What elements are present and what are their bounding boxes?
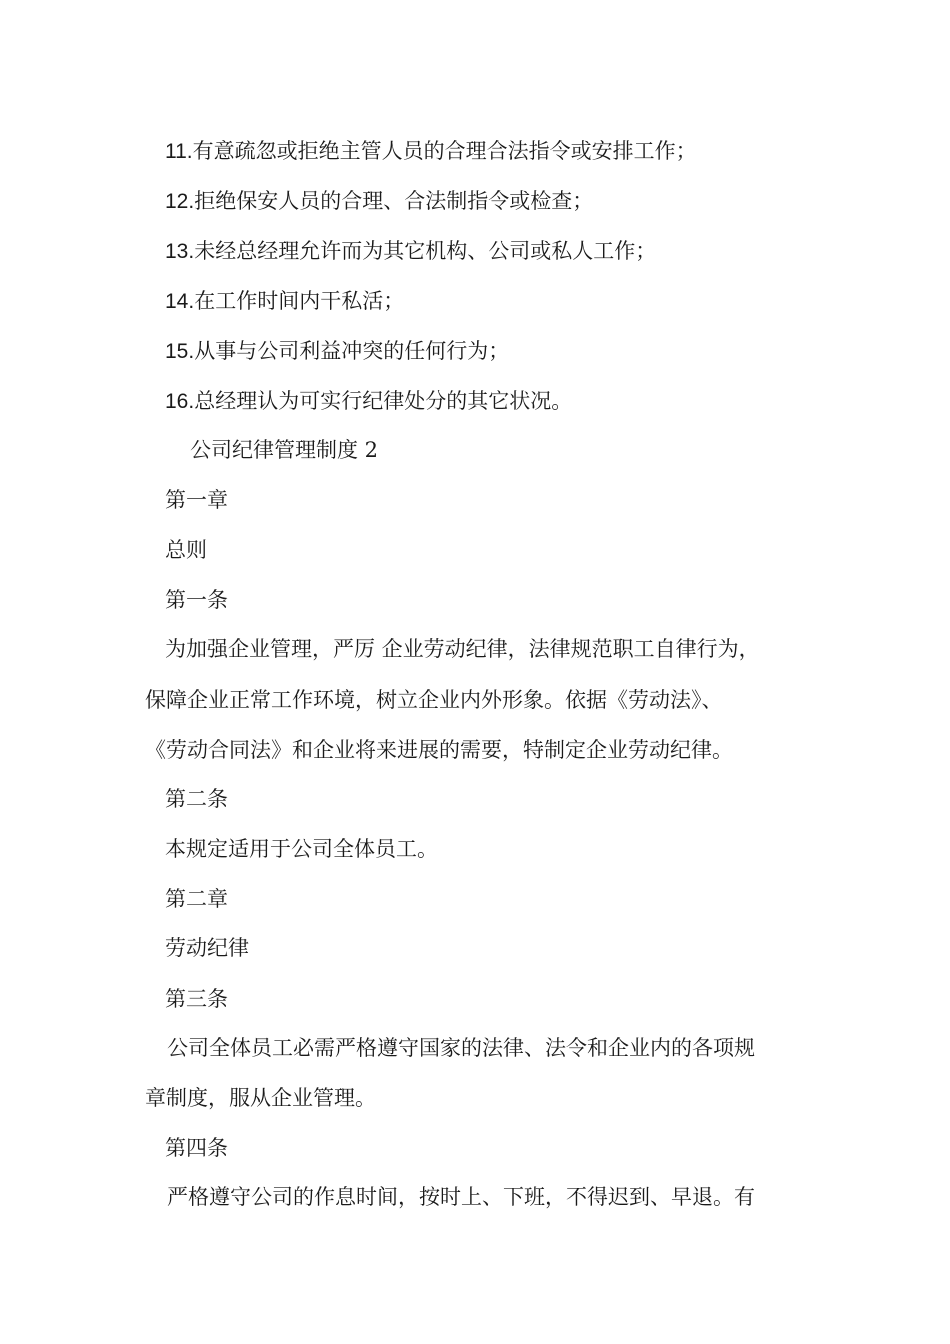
chapter-2-title: 劳动纪律 — [165, 936, 249, 960]
chapter-1-label: 第一章 — [165, 488, 228, 512]
document-title: 公司纪律管理制度 2 — [190, 438, 379, 462]
article-4-label: 第四条 — [165, 1136, 228, 1160]
article-3-label: 第三条 — [165, 987, 228, 1011]
article-3-line: 章制度，服从企业管理。 — [145, 1086, 376, 1110]
article-1-line: 为加强企业管理，严厉 企业劳动纪律，法律规范职工自律行为， — [165, 637, 760, 661]
chapter-1-title: 总则 — [165, 538, 207, 562]
list-item: 11.有意疏忽或拒绝主管人员的合理合法指令或安排工作； — [165, 139, 697, 163]
list-item: 15.从事与公司利益冲突的任何行为； — [165, 339, 510, 363]
list-item: 16.总经理认为可实行纪律处分的其它状况。 — [165, 389, 573, 413]
list-item: 12.拒绝保安人员的合理、合法制指令或检查； — [165, 189, 594, 213]
list-item: 14.在工作时间内干私活； — [165, 289, 405, 313]
article-1-line: 保障企业正常工作环境，树立企业内外形象。依据《劳动法》、 — [145, 688, 723, 712]
article-1-label: 第一条 — [165, 588, 228, 612]
article-3-line: 公司全体员工必需严格遵守国家的法律、法令和企业内的各项规 — [167, 1036, 755, 1060]
article-1-line: 《劳动合同法》和企业将来进展的需要，特制定企业劳动纪律。 — [145, 738, 733, 762]
article-4-line: 严格遵守公司的作息时间，按时上、下班，不得迟到、早退。有 — [167, 1185, 755, 1209]
article-2-label: 第二条 — [165, 787, 228, 811]
article-2-text: 本规定适用于公司全体员工。 — [165, 837, 438, 861]
chapter-2-label: 第二章 — [165, 887, 228, 911]
list-item: 13.未经总经理允许而为其它机构、公司或私人工作； — [165, 239, 657, 263]
